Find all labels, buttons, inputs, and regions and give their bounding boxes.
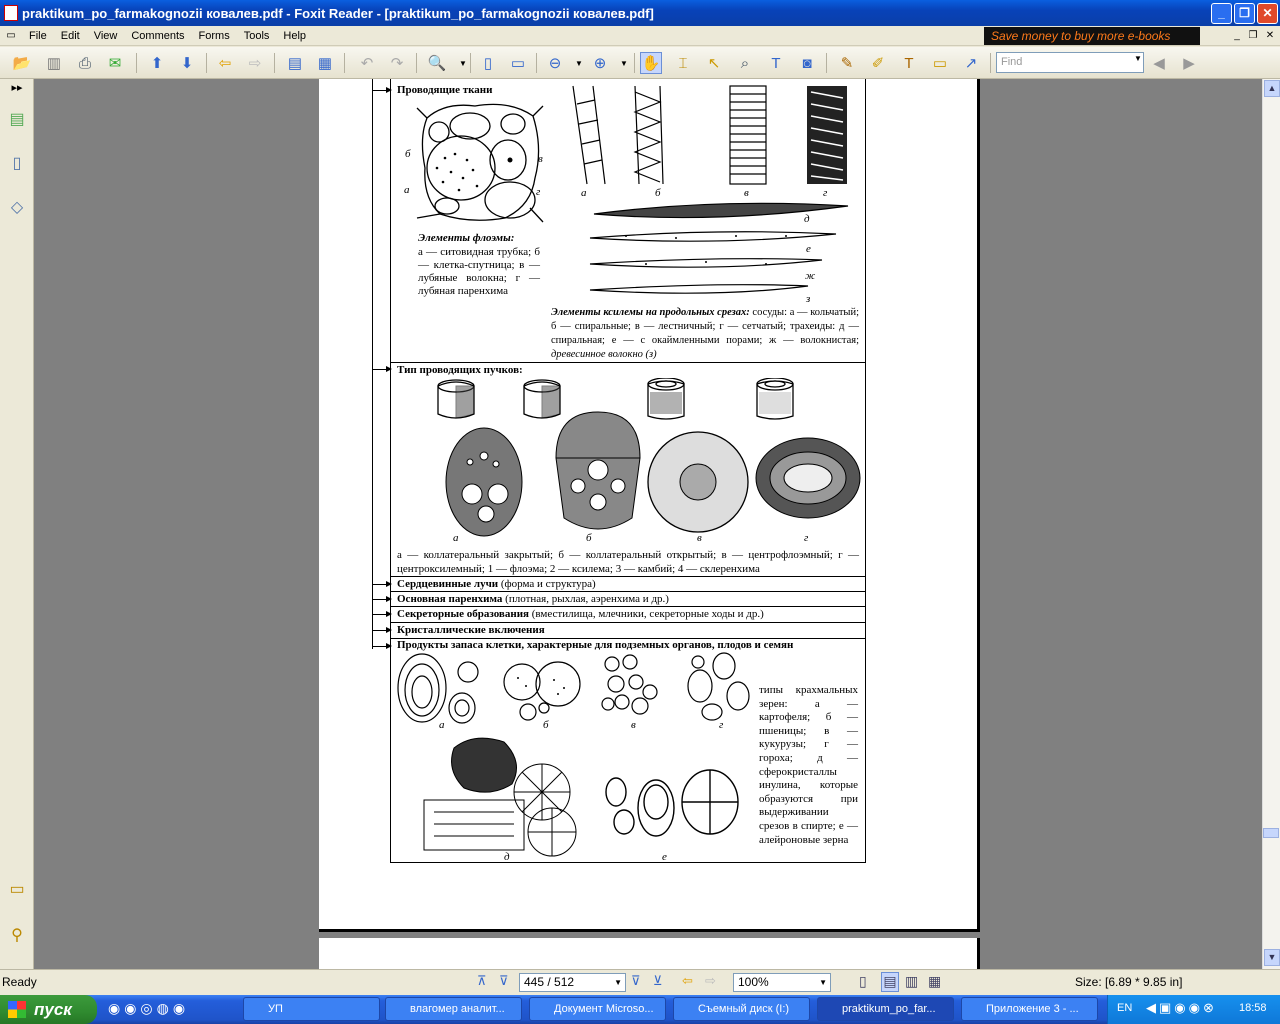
continuous-facing-icon[interactable]: ▦ — [928, 973, 942, 989]
single-page-icon[interactable]: ▯ — [859, 973, 867, 989]
row-divider — [390, 622, 866, 623]
task-chrome[interactable]: влагомер аналит... — [385, 997, 522, 1021]
table-bottom-border — [390, 862, 866, 863]
window-title: praktikum_po_farmakognozii ковалев.pdf - Foxit Reader - [praktikum_po_farmakognozii ковалев.pdf] — [22, 5, 654, 21]
zoom-in-icon[interactable]: ⊕ — [593, 55, 607, 72]
phloem-label-a: а — [404, 184, 410, 196]
continuous-icon[interactable]: ▤ — [881, 972, 899, 992]
title-bar — [0, 0, 1280, 26]
starch-label-a: а — [439, 719, 445, 731]
zoom-icon[interactable]: 🔍 — [427, 55, 447, 72]
bookmarks-icon[interactable]: ▤ — [9, 111, 25, 128]
typewriter-icon[interactable]: T — [771, 54, 781, 72]
layers-icon[interactable]: ◇ — [10, 199, 24, 216]
task-foxit-reader[interactable]: praktikum_po_far... — [817, 997, 954, 1021]
arrow-tool-icon[interactable]: ↗ — [964, 55, 978, 72]
row-secretory-structures: Секреторные образования (вместилища, млечники, секреторные ходы и др.) — [397, 608, 764, 620]
menu-help[interactable]: Help — [283, 29, 307, 42]
tracheid-label-z: з — [806, 293, 811, 305]
starch-label-d: д — [504, 851, 510, 863]
next-page-status-icon[interactable]: ⊽ — [631, 973, 641, 988]
row-medullary-rays: Сердцевинные лучи (форма и структура) — [397, 578, 596, 590]
save-icon[interactable]: ▥ — [46, 55, 62, 72]
page-size: Size: [6.89 * 9.85 in] — [1075, 975, 1183, 989]
undo-icon[interactable]: ↶ — [360, 55, 374, 72]
fit-page-icon[interactable]: ▯ — [483, 55, 493, 72]
status-back-icon[interactable]: ⇦ — [682, 973, 693, 988]
bundle-label-g: г — [804, 532, 809, 544]
navigation-panel — [0, 79, 34, 969]
quick-launch-icons[interactable]: ◉◉◎◍◉ — [108, 1000, 190, 1016]
close-button[interactable]: ✕ — [1257, 3, 1278, 24]
xylem-label-v: в — [744, 187, 749, 199]
menu-file[interactable]: File — [29, 29, 47, 42]
search-binoculars-icon[interactable]: ⌕ — [740, 54, 750, 72]
bundle-label-v: в — [697, 532, 702, 544]
starch-label-g: г — [719, 719, 724, 731]
menu-forms[interactable]: Forms — [198, 29, 230, 42]
xylem-label-b: б — [655, 187, 661, 199]
back-icon[interactable]: ⇦ — [218, 55, 232, 72]
open-icon[interactable]: 📂 — [12, 55, 32, 72]
find-dropdown-icon[interactable]: ▼ — [1134, 54, 1142, 63]
doc-close-button[interactable]: ✕ — [1265, 30, 1275, 41]
status-bar — [0, 969, 1280, 995]
select-annotation-icon[interactable]: ↖ — [707, 55, 721, 72]
previous-page-icon[interactable]: ⬆ — [150, 55, 164, 72]
row-crystal-inclusions: Кристаллические включения — [397, 624, 545, 636]
last-page-icon[interactable]: ⊻ — [653, 973, 663, 988]
starch-label-e: е — [662, 851, 667, 863]
doc-minimize-button[interactable]: _ — [1234, 30, 1240, 41]
note-icon[interactable]: ✎ — [840, 55, 854, 72]
menu-view[interactable]: View — [93, 29, 118, 42]
first-page-icon[interactable]: ⊼ — [477, 973, 487, 988]
document-icon[interactable]: ▭ — [6, 30, 16, 41]
xylem-label-a: а — [581, 187, 587, 199]
redo-icon[interactable]: ↷ — [390, 55, 404, 72]
bundle-caption: а — коллатеральный закрытый; б — коллатеральный открытый; в — центрофлоэмный; г — центроксилемный; 1 — флоэма; 2 — ксилема; 3 — камбий; 4 — склеренхима — [397, 549, 859, 575]
scroll-up-icon[interactable]: ▲ — [1264, 80, 1280, 97]
facing-icon[interactable]: ▥ — [905, 973, 919, 989]
zoom-in-dropdown-icon[interactable]: ▼ — [620, 58, 628, 68]
row-arrow — [372, 646, 390, 647]
row-divider — [390, 591, 866, 592]
hand-tool-icon[interactable]: ✋ — [640, 52, 662, 74]
vascular-bundles-illustration — [432, 378, 872, 538]
zoom-out-dropdown-icon[interactable]: ▼ — [575, 58, 583, 68]
ad-banner[interactable]: Save money to buy more e-books — [984, 27, 1200, 45]
row-arrow — [372, 599, 390, 600]
tracheid-label-zh: ж — [805, 270, 816, 282]
row-arrow — [372, 90, 390, 91]
task-up-folder[interactable]: УП — [243, 997, 380, 1021]
snapshot-icon[interactable]: ◙ — [802, 54, 812, 72]
phloem-label-b: б — [405, 148, 411, 160]
find-next-icon[interactable]: ▶ — [1183, 55, 1195, 72]
highlight-icon[interactable]: ✐ — [871, 55, 885, 72]
tray-icons[interactable]: ◀▣◉◉⊗ — [1146, 1000, 1217, 1015]
scroll-thumb[interactable] — [1263, 828, 1279, 838]
comment-icon[interactable]: ▭ — [932, 55, 948, 72]
insert-pages-icon[interactable]: ▦ — [317, 55, 333, 72]
extract-pages-icon[interactable]: ▤ — [287, 55, 303, 72]
starch-label-b: б — [543, 719, 549, 731]
menu-tools[interactable]: Tools — [243, 29, 270, 42]
row-ground-parenchyma: Основная паренхима (плотная, рыхлая, аэренхима и др.) — [397, 593, 669, 605]
task-word-doc[interactable]: Документ Microso... — [529, 997, 666, 1021]
pages-icon[interactable]: ▯ — [12, 155, 22, 172]
foxit-app-icon[interactable] — [4, 5, 18, 21]
section-title-conducting-tissues: Проводящие ткани — [397, 84, 493, 96]
language-indicator[interactable]: EN — [1117, 1002, 1133, 1014]
row-divider — [390, 606, 866, 607]
bundle-label-b: б — [586, 532, 592, 544]
doc-restore-button[interactable]: ❐ — [1248, 30, 1258, 41]
starch-grains-illustration — [394, 652, 756, 858]
next-page-icon[interactable]: ⬇ — [180, 55, 194, 72]
forward-icon[interactable]: ⇨ — [248, 55, 262, 72]
system-tray — [1107, 995, 1280, 1024]
tracheid-label-d: д — [804, 213, 810, 225]
phloem-caption-title: Элементы флоэмы: — [418, 232, 515, 244]
status-ready: Ready — [2, 975, 37, 989]
clock: 18:58 — [1239, 1002, 1267, 1014]
find-input[interactable]: Find — [996, 52, 1144, 73]
print-icon[interactable]: ⎙ — [78, 54, 91, 72]
menu-comments[interactable]: Comments — [131, 29, 185, 42]
select-text-icon[interactable]: ⌶ — [678, 54, 688, 72]
row-arrow — [372, 584, 390, 585]
bracket-line — [372, 79, 373, 649]
start-button[interactable]: пуск — [0, 995, 97, 1024]
tracheid-label-e: е — [806, 243, 811, 255]
xylem-label-g: г — [823, 187, 828, 199]
table-left-border — [390, 79, 391, 863]
zoom-out-icon[interactable]: ⊖ — [548, 55, 562, 72]
fit-width-icon[interactable]: ▭ — [510, 55, 526, 72]
task-prilozhenie[interactable]: Приложение 3 - ... — [961, 997, 1098, 1021]
starch-label-v: в — [631, 719, 636, 731]
row-divider — [390, 576, 866, 577]
row-arrow — [372, 369, 390, 370]
xylem-vessels-illustration — [565, 84, 860, 190]
windows-logo-icon — [8, 1001, 26, 1018]
starch-caption: типы крахмальных зерен: а — картофеля; б — пшеницы; в — кукурузы; г — гороха; д — сферокристаллы инулина, которые образуются при выдерживании срезов в спирте; е — алейроновые зерна — [759, 684, 858, 846]
bundle-label-a: а — [453, 532, 459, 544]
zoom-dropdown-icon[interactable]: ▼ — [459, 58, 467, 68]
zoom-select[interactable]: 100% ▼ — [733, 973, 831, 992]
phloem-elements-illustration — [415, 98, 545, 223]
phloem-label-v: в — [538, 153, 543, 165]
row-arrow — [372, 614, 390, 615]
task-removable-disk[interactable]: Съемный диск (I:) — [673, 997, 810, 1021]
row-divider — [390, 362, 866, 363]
email-icon[interactable]: ✉ — [108, 55, 122, 72]
phloem-caption: а — ситовидная трубка; б — клетка-спутница; в — лубяные волокна; г — лубяная паренхима — [418, 246, 540, 297]
section-title-storage-products: Продукты запаса клетки, характерные для подземных органов, плодов и семян — [397, 639, 794, 651]
comments-panel-icon[interactable]: ▭ — [9, 881, 25, 898]
attachments-icon[interactable]: ⚲ — [11, 927, 23, 944]
find-previous-icon[interactable]: ◀ — [1153, 55, 1165, 72]
text-box-icon[interactable]: T — [904, 54, 914, 72]
menu-edit[interactable]: Edit — [60, 29, 80, 42]
maximize-button[interactable]: ❐ — [1234, 3, 1255, 24]
section-title-bundle-types: Тип проводящих пучков: — [397, 364, 523, 376]
tracheids-illustration — [586, 198, 851, 302]
row-arrow — [372, 630, 390, 631]
xylem-caption: Элементы ксилемы на продольных срезах: сосуды: а — кольчатый; б — спиральные; в — лестничный; г — сетчатый; трахеиды: д — спиральная; е — с окаймленными порами; ж — волокнистая; древесинное волокно (з) — [551, 307, 860, 360]
prev-page-icon[interactable]: ⊽ — [499, 973, 509, 988]
status-forward-icon[interactable]: ⇨ — [705, 973, 716, 988]
expand-panel-icon[interactable]: ▸▸ — [11, 82, 23, 94]
page-number-input[interactable]: 445 / 512 ▼ — [519, 973, 626, 992]
scroll-down-icon[interactable]: ▼ — [1264, 949, 1280, 966]
minimize-button[interactable]: _ — [1211, 3, 1232, 24]
phloem-label-g: г — [536, 186, 541, 198]
